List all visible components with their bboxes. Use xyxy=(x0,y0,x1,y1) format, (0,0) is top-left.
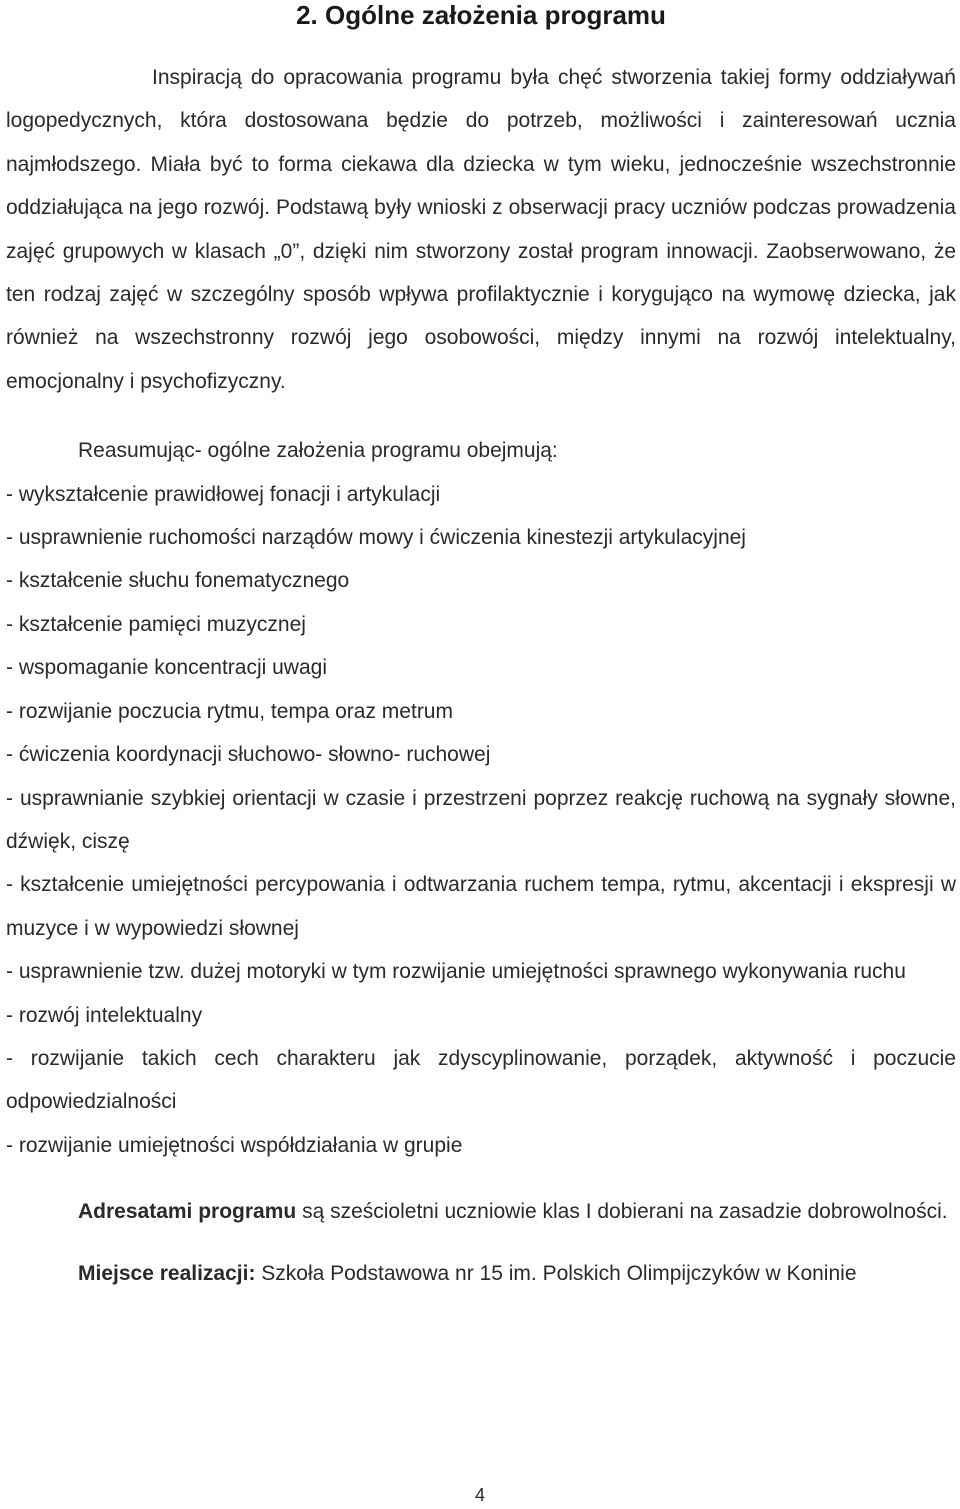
summary-lead: Reasumując- ogólne założenia programu obejmują: xyxy=(78,439,558,463)
section-heading: 2. Ogólne założenia programu xyxy=(296,0,666,30)
document-page xyxy=(6,0,956,1291)
goal-item: - kształcenie umiejętności percypowania i odtwarzania ruchem tempa, rytmu, akcentacji i ekspresji w muzyce i w wypowiedzi słownej xyxy=(6,873,956,940)
goal-item: - rozwijanie takich cech charakteru jak zdyscyplinowanie, porządek, aktywność i poczucie odpowiedzialności xyxy=(6,1046,956,1114)
goal-item: - usprawnienie ruchomości narządów mowy i ćwiczenia kinestezji artykulacyjnej xyxy=(6,526,746,550)
location-label: Miejsce realizacji: xyxy=(78,1262,256,1286)
addressees-text: są sześcioletni uczniowie klas I dobierani na zasadzie dobrowolności. xyxy=(296,1200,948,1224)
goal-item: - kształcenie pamięci muzycznej xyxy=(6,612,306,636)
goal-item: - rozwijanie umiejętności współdziałania w grupie xyxy=(6,1133,463,1157)
intro-paragraph: Inspiracją do opracowania programu była chęć stworzenia takiej formy oddziaływań logopedycznych, która dostosowana będzie do potrzeb, możliwości i zainteresowań ucznia najmłodszego. Miała być to forma ciekawa dla dziecka w tym wieku, jednocześnie wszechstronnie oddziałująca na jego rozwój. Podstawą były wnioski z obserwacji pracy uczniów podczas prowadzenia zajęć grupowych w klasach „0”, dzięki nim stworzony został program innowacji. Zaobserwowano, że ten rodzaj zajęć w szczególny sposób wpływa profilaktycznie i korygująco na wymowę dziecka, jak również na wszechstronny rozwój jego osobowości, między innymi na rozwój intelektualny, emocjonalny i psychofizyczny. xyxy=(6,66,956,393)
addressees-label: Adresatami programu xyxy=(78,1200,297,1224)
goal-item: - usprawnianie szybkiej orientacji w czasie i przestrzeni poprzez reakcję ruchową na sygnały słowne, dźwięk, ciszę xyxy=(6,786,956,853)
goal-item: - usprawnienie tzw. dużej motoryki w tym rozwijanie umiejętności sprawnego wykonywania ruchu xyxy=(6,960,906,984)
goal-item: - rozwijanie poczucia rytmu, tempa oraz metrum xyxy=(6,699,453,723)
goal-item: - rozwój intelektualny xyxy=(6,1003,203,1027)
location-paragraph xyxy=(6,1257,956,1291)
goal-item: - wykształcenie prawidłowej fonacji i artykulacji xyxy=(6,482,441,506)
goal-item: - wspomaganie koncentracji uwagi xyxy=(6,656,327,680)
page-number: 4 xyxy=(474,1485,485,1505)
goal-item: - ćwiczenia koordynacji słuchowo- słowno- ruchowej xyxy=(6,743,491,767)
goal-item: - kształcenie słuchu fonematycznego xyxy=(6,569,350,593)
goals-list xyxy=(6,473,956,1168)
addressees-paragraph xyxy=(6,1195,956,1229)
location-text: Szkoła Podstawowa nr 15 im. Polskich Olimpijczyków w Koninie xyxy=(255,1262,857,1286)
